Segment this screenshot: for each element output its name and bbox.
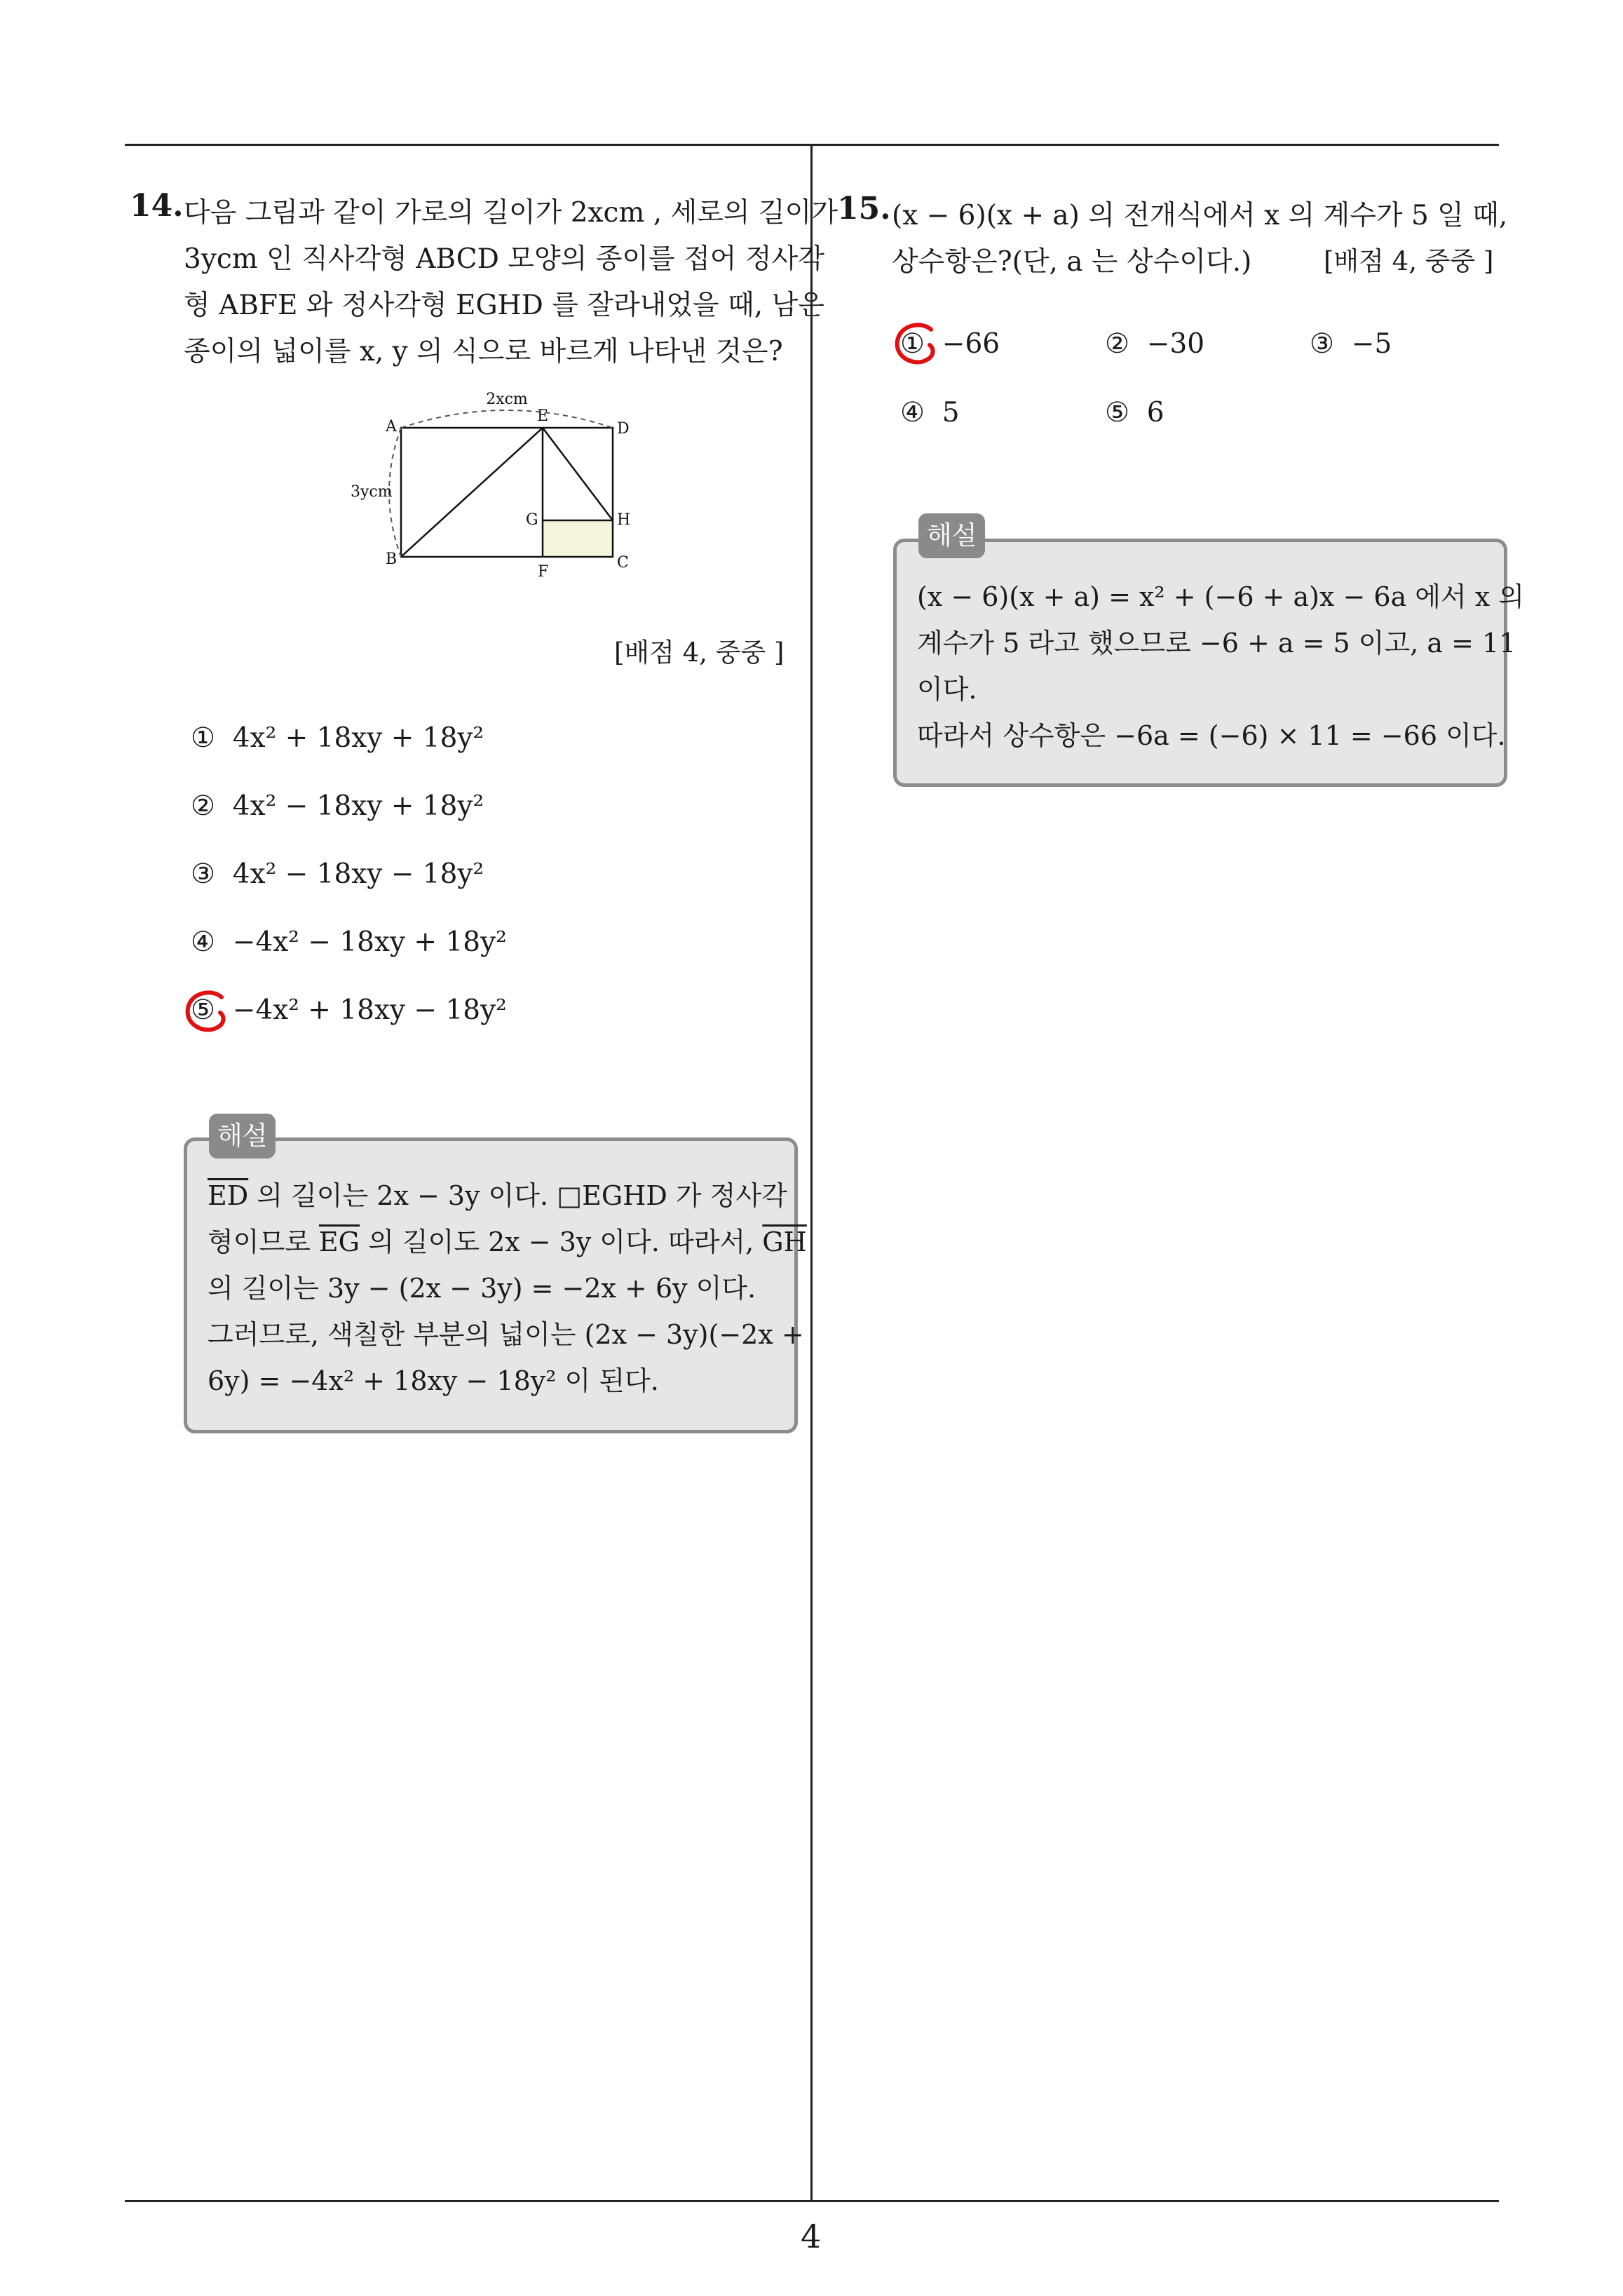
q15-explanation-line-4: 따라서 상수항은 −6a = (−6) × 11 = −66 이다. — [917, 720, 1506, 751]
q14-explanation-line-2: 형이므로 $\overline{EG}$ 의 길이도 2x − 3y 이다. 따라서, $\overline{GH}$ — [208, 1227, 807, 1257]
question-14-line-3: 형 ABFE 와 정사각형 EGHD 를 잘라내었을 때, 남은 — [184, 290, 824, 321]
q15-choice-2[interactable] — [1105, 328, 1204, 360]
label-c: C — [617, 554, 629, 572]
choice-number: ⑤ — [191, 994, 215, 1026]
choice-text: 6 — [1146, 397, 1164, 428]
choice-number: ① — [191, 722, 215, 754]
question-15-number: 15. — [837, 191, 891, 227]
q14-choice-2[interactable] — [191, 790, 484, 822]
choice-number: ④ — [191, 926, 215, 958]
q15-explanation-line-2: 계수가 5 라고 했으므로 −6 + a = 5 이고, a = 11 — [917, 628, 1516, 659]
choice-text: −4x² + 18xy − 18y² — [232, 994, 507, 1026]
shaded-region — [543, 520, 613, 557]
question-14-score: [배점 4, 중중 ] — [614, 637, 785, 668]
q14-explanation-line-4: 그러므로, 색칠한 부분의 넓이는 (2x − 3y)(−2x + — [208, 1319, 804, 1350]
width-arc — [401, 410, 613, 428]
choice-number: ② — [1105, 328, 1129, 360]
choice-text: −5 — [1351, 328, 1392, 360]
q15-choice-5[interactable] — [1105, 397, 1164, 428]
choice-text: −66 — [942, 328, 1000, 360]
label-h: H — [617, 511, 631, 529]
column-divider — [810, 144, 813, 2201]
choice-text: 4x² + 18xy + 18y² — [232, 722, 484, 754]
label-f: F — [538, 563, 549, 581]
bottom-rule — [125, 2200, 1499, 2202]
q14-explanation-tag: 해설 — [209, 1114, 276, 1159]
q14-choice-3[interactable] — [191, 858, 484, 890]
q15-explanation-tag: 해설 — [918, 513, 985, 558]
choice-text: 4x² − 18xy − 18y² — [232, 858, 484, 890]
q14-choice-4[interactable] — [191, 926, 507, 958]
choice-text: 4x² − 18xy + 18y² — [232, 790, 484, 822]
question-15-line-2: 상수항은?(단, a 는 상수이다.) — [892, 246, 1252, 278]
question-15-score: [배점 4, 중중 ] — [1324, 246, 1494, 276]
diagonal-eh — [543, 428, 613, 520]
question-14-number: 14. — [130, 188, 184, 224]
choice-number: ⑤ — [1105, 397, 1129, 428]
label-d: D — [617, 420, 630, 438]
q14-explanation-line-3: 의 길이는 3y − (2x − 3y) = −2x + 6y 이다. — [208, 1273, 756, 1304]
q15-explanation-line-1: (x − 6)(x + a) = x² + (−6 + a)x − 6a 에서 x 의 — [917, 581, 1525, 612]
q15-explanation-line-3: 이다. — [917, 674, 977, 705]
question-14-line-4: 종이의 넓이를 x, y 의 식으로 바르게 나타낸 것은? — [184, 336, 783, 367]
choice-text: 5 — [942, 397, 960, 428]
q14-choice-1[interactable] — [191, 722, 484, 754]
choice-number: ③ — [191, 858, 215, 890]
choice-text: −30 — [1146, 328, 1205, 360]
answer-mark-circle-icon — [890, 320, 946, 369]
diagonal-be — [401, 428, 543, 557]
choice-number: ① — [900, 328, 925, 360]
q15-choice-4[interactable] — [900, 397, 960, 428]
label-g: G — [526, 511, 538, 529]
q14-explanation-line-1: $\overline{ED}$ 의 길이는 2x − 3y 이다. □EGHD 가 정사각 — [208, 1180, 787, 1211]
question-15-line-1: (x − 6)(x + a) 의 전개식에서 x 의 계수가 5 일 때, — [892, 200, 1508, 231]
q14-explanation-line-5: 6y) = −4x² + 18xy − 18y² 이 된다. — [208, 1365, 659, 1396]
choice-number: ④ — [900, 397, 925, 428]
question-14-line-1: 다음 그림과 같이 가로의 길이가 2xcm , 세로의 길이가 — [184, 197, 838, 229]
choice-number: ③ — [1310, 328, 1334, 360]
choice-number: ② — [191, 790, 215, 822]
q14-choice-5[interactable] — [191, 994, 507, 1026]
rectangle-figure — [337, 384, 659, 588]
choice-text: −4x² − 18xy + 18y² — [232, 926, 507, 958]
label-b: B — [386, 551, 398, 568]
question-14-line-2: 3ycm 인 직사각형 ABCD 모양의 종이를 접어 정사각 — [184, 243, 824, 275]
answer-mark-circle-icon — [181, 987, 237, 1036]
page-number: 4 — [801, 2217, 822, 2255]
q15-choice-3[interactable] — [1310, 328, 1392, 360]
label-a: A — [386, 418, 397, 435]
height-label: 3ycm — [351, 483, 393, 501]
label-e: E — [537, 407, 549, 425]
width-label: 2xcm — [486, 391, 528, 408]
